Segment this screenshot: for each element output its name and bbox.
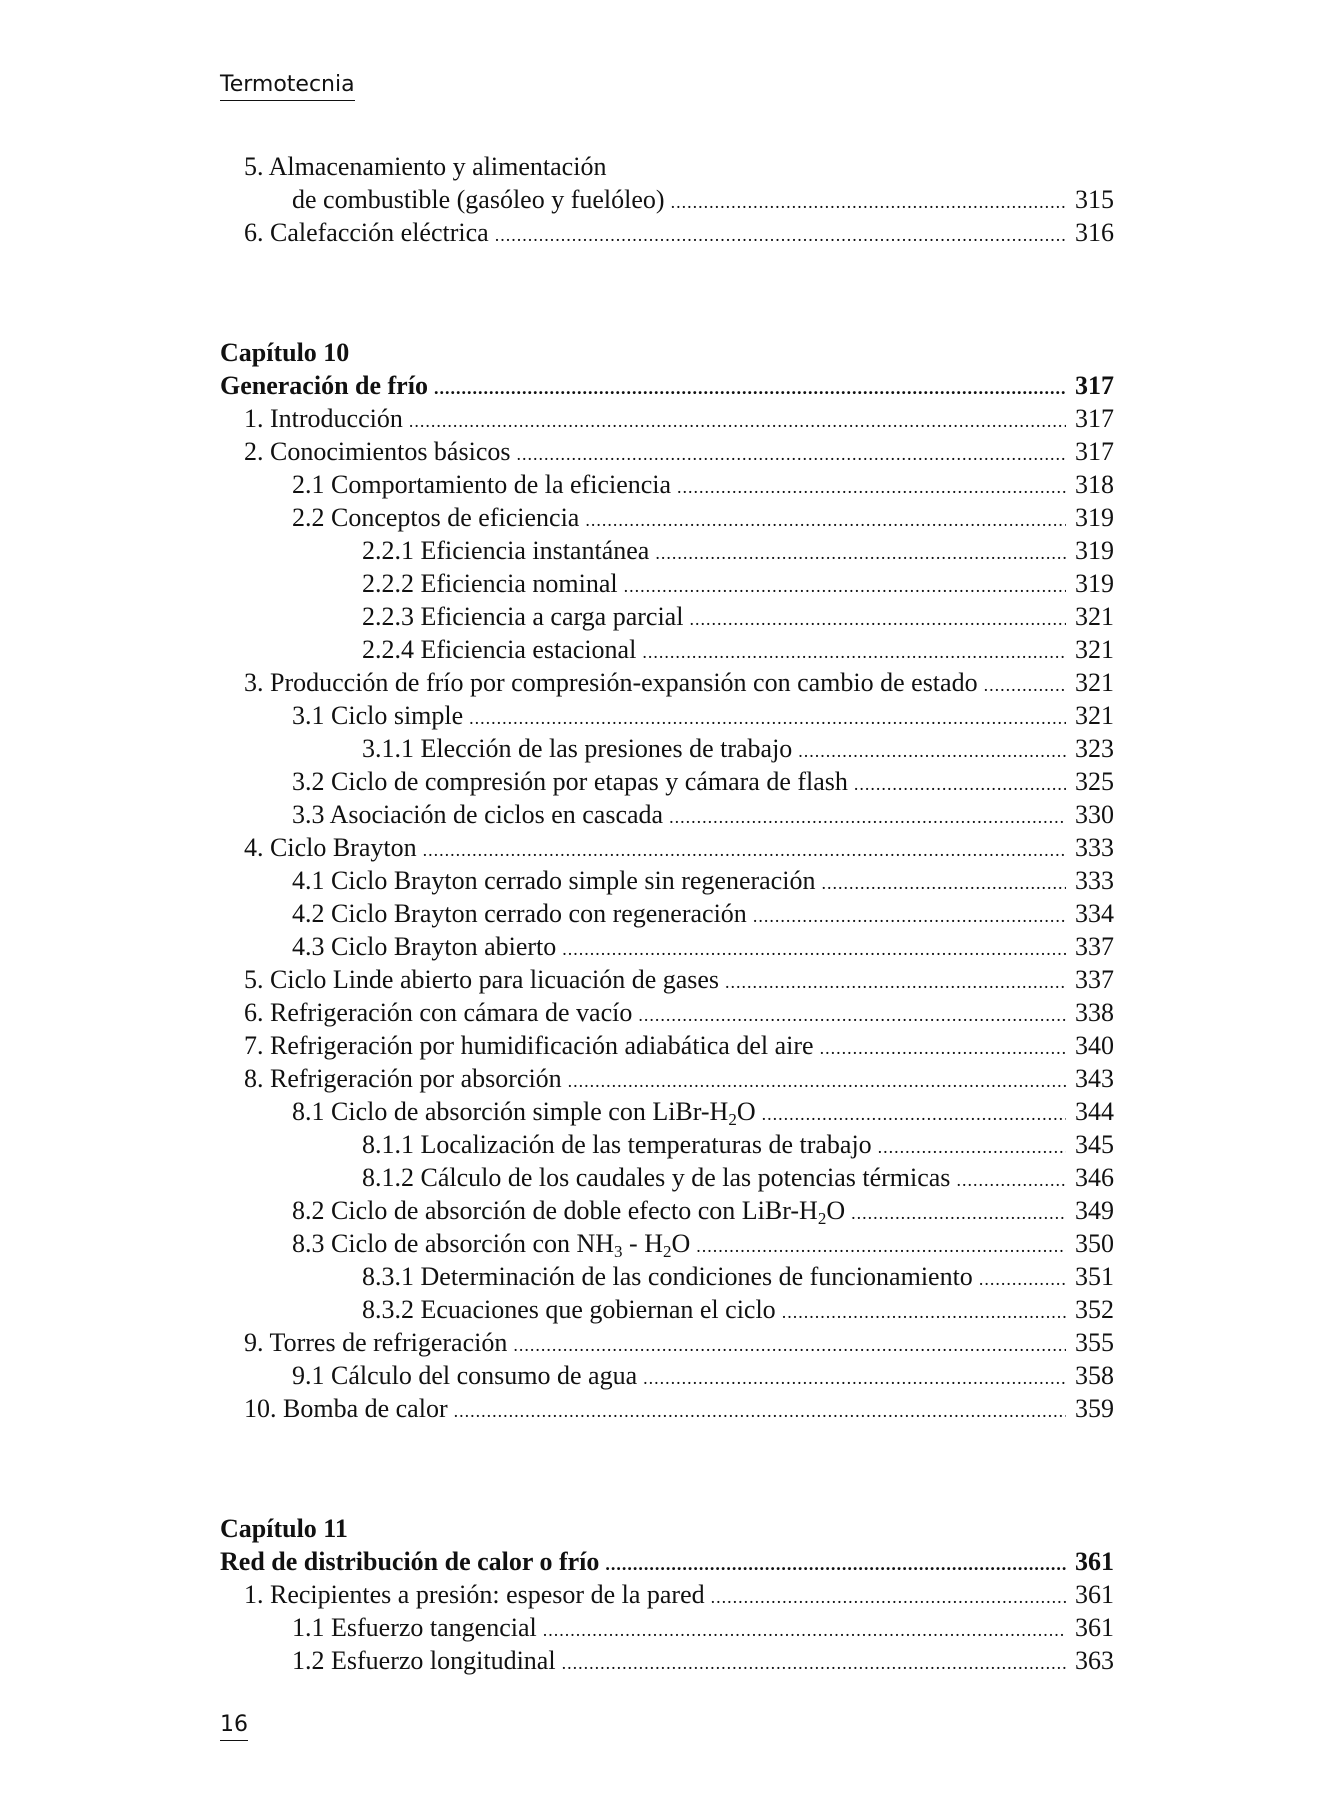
toc-entry-text: O [736,1097,756,1126]
toc-entry-title [292,1095,756,1128]
toc-entry-title [244,402,403,435]
chapter-10-label: Capítulo 10 [220,338,350,367]
chapter-11-entries [220,1578,1114,1677]
toc-entry-page: 343 [1075,1064,1114,1093]
leader-dots [454,1395,1066,1428]
leader-dots [798,735,1066,768]
toc-entry-page: 321 [1075,701,1114,730]
toc-entry-text: 9. Torres de refrigeración [244,1328,508,1357]
toc-entry-text: 2.2.4 Eficiencia estacional [362,635,637,664]
toc-entry-text: 1. Recipientes a presión: espesor de la pared [244,1580,705,1609]
toc-entry[interactable] [220,1644,1114,1677]
subscript: 2 [662,1242,672,1261]
leader-dots [562,1647,1066,1680]
subscript: 3 [614,1242,623,1261]
toc-entry-page: 346 [1075,1163,1114,1192]
leader-dots [854,768,1066,801]
toc-entry-text: 8.2 Ciclo de absorción de doble efecto con LiBr-H [292,1196,818,1225]
toc-entry-title [362,633,636,666]
toc-entry-text: 3.1 Ciclo simple [292,701,464,730]
leader-dots [762,1098,1066,1131]
chapter-11-section [220,1512,1114,1677]
toc-entry-page: 321 [1075,668,1114,697]
toc-entry-title [362,534,649,567]
toc-entry-text: 4.2 Ciclo Brayton cerrado con regeneración [292,899,747,928]
toc-entry-title [244,963,719,996]
toc-entry-page: 323 [1075,734,1114,763]
toc-entry-title [244,435,510,468]
toc-entry-text: 3.3 Asociación de ciclos en cascada [292,800,664,829]
toc-entry[interactable] [220,798,1114,831]
toc-entry-text: 4.1 Ciclo Brayton cerrado simple sin regeneración [292,866,816,895]
chapter-11-title-line[interactable] [220,1545,1114,1578]
leader-dots [689,603,1066,636]
toc-entry-title [244,1326,507,1359]
toc-entry[interactable] [220,600,1114,633]
toc-entry-text: 9.1 Cálculo del consumo de agua [292,1361,638,1390]
leader-dots [543,1614,1066,1647]
leader-dots [624,570,1066,603]
toc-entry-page: 333 [1075,866,1114,895]
toc-entry-title [292,765,848,798]
leader-dots [753,900,1066,933]
chapter-11-page: 361 [1075,1547,1114,1576]
toc-entry[interactable] [220,567,1114,600]
toc-entry-title [244,1029,814,1062]
leader-dots [655,537,1066,570]
toc-entry[interactable] [220,666,1114,699]
leader-dots [696,1230,1066,1263]
toc-entry[interactable] [220,1326,1114,1359]
leader-dots [423,834,1066,867]
toc-entry-title [292,1644,556,1677]
toc-entry-title [292,897,747,930]
toc-entry[interactable] [220,864,1114,897]
toc-entry-page: 317 [1075,437,1114,466]
toc-entry-text: 8.3.2 Ecuaciones que gobiernan el ciclo [362,1295,776,1324]
toc-entry[interactable] [220,1260,1114,1293]
toc-entry-title [244,996,632,1029]
toc-entry-title [292,1359,637,1392]
toc-entry-text: 2.2.2 Eficiencia nominal [362,569,618,598]
leader-dots [495,219,1066,252]
toc-entry[interactable] [220,1194,1114,1227]
toc-entry[interactable] [220,183,1114,216]
toc-entry[interactable] [220,1029,1114,1062]
toc-entry-page: 337 [1075,965,1114,994]
toc-entry-text: 5. Almacenamiento y alimentación [244,152,607,181]
toc-entry[interactable] [220,765,1114,798]
toc-entry-page: 330 [1075,800,1114,829]
toc-entry-title [244,150,606,183]
leader-dots [725,966,1066,999]
toc-entry[interactable] [220,831,1114,864]
leader-dots [585,504,1066,537]
toc-entry-page: 321 [1075,635,1114,664]
leader-dots [605,1548,1066,1581]
toc-entry-title [292,930,556,963]
toc-entry-page: 358 [1075,1361,1114,1390]
toc-entry-title [362,1293,776,1326]
toc-entry-page: 350 [1075,1229,1114,1258]
toc-entry-text: 2.2 Conceptos de eficiencia [292,503,580,532]
toc-entry-page: 345 [1075,1130,1114,1159]
toc-entry[interactable] [220,402,1114,435]
toc-entry-title [362,1260,973,1293]
toc-entry-text: 2.2.3 Eficiencia a carga parcial [362,602,684,631]
toc-entry[interactable] [220,1095,1114,1128]
toc-entry[interactable] [220,501,1114,534]
toc-entry[interactable] [220,216,1114,249]
leader-dots [469,702,1066,735]
toc-entry-text: 8.1 Ciclo de absorción simple con LiBr-H [292,1097,729,1126]
toc-entry-page: 352 [1075,1295,1114,1324]
running-header: Termotecnia [220,72,355,101]
leader-dots [516,438,1066,471]
toc-entry[interactable] [220,963,1114,996]
toc-entry-page: 355 [1075,1328,1114,1357]
leader-dots [979,1263,1066,1296]
toc-entry[interactable] [220,468,1114,501]
toc-entry-title [292,798,663,831]
toc-entry[interactable] [220,1293,1114,1326]
toc-entry-text: 7. Refrigeración por humidificación adiabática del aire [244,1031,814,1060]
toc-entry-page: 319 [1075,569,1114,598]
toc-entry[interactable] [220,435,1114,468]
toc-entry[interactable] [220,732,1114,765]
leader-dots [878,1131,1066,1164]
toc-entry-page: 361 [1075,1580,1114,1609]
toc-entry-text: O [671,1229,691,1258]
toc-entry[interactable] [220,633,1114,666]
leader-dots [434,372,1066,405]
leader-dots [821,867,1066,900]
leader-dots [643,1362,1066,1395]
toc-entry-text: - H [622,1229,663,1258]
toc-entry-page: 340 [1075,1031,1114,1060]
toc-entry-title [244,1392,448,1425]
toc-entry-title [244,1578,705,1611]
toc-entry[interactable] [220,1128,1114,1161]
toc-entry-text: 3.1.1 Elección de las presiones de trabajo [362,734,793,763]
toc-entry-page: 344 [1075,1097,1114,1126]
toc-entry[interactable] [220,930,1114,963]
chapter-11-label: Capítulo 11 [220,1514,348,1543]
leader-dots [782,1296,1066,1329]
toc-entry[interactable] [220,897,1114,930]
chapter-10-title-line[interactable] [220,369,1114,402]
leader-dots [984,669,1066,702]
leader-dots [671,186,1066,219]
leader-dots [409,405,1066,438]
toc-entry-title [362,1128,872,1161]
toc-entry[interactable] [220,1359,1114,1392]
toc-entry-title [292,1194,845,1227]
toc-entry-text: 2.1 Comportamiento de la eficiencia [292,470,672,499]
toc-entry[interactable] [220,1611,1114,1644]
toc-entry-page: 315 [1075,185,1114,214]
table-of-contents [220,150,1114,1677]
toc-entry-page: 316 [1075,218,1114,247]
leader-dots [956,1164,1066,1197]
toc-entry[interactable] [220,1392,1114,1425]
toc-entry-text: 2.2.1 Eficiencia instantánea [362,536,650,565]
leader-dots [820,1032,1066,1065]
toc-entry-text: 8.1.2 Cálculo de los caudales y de las potencias térmicas [362,1163,951,1192]
toc-entry-title [362,1161,950,1194]
chapter-10-page: 317 [1075,371,1114,400]
chapter-10-entries [220,402,1114,1425]
leader-dots [711,1581,1066,1614]
toc-entry-page: 321 [1075,602,1114,631]
chapter-11-title: Red de distribución de calor o frío [220,1547,600,1576]
toc-entry-text: 3.2 Ciclo de compresión por etapas y cámara de flash [292,767,848,796]
toc-entry[interactable] [220,996,1114,1029]
toc-entry-text: 4. Ciclo Brayton [244,833,417,862]
toc-entry-title [292,699,463,732]
toc-entry-title [292,1611,537,1644]
toc-entry[interactable] [220,534,1114,567]
toc-entry-title [292,1227,690,1260]
toc-entry-page: 319 [1075,503,1114,532]
toc-entry-text: 4.3 Ciclo Brayton abierto [292,932,557,961]
leader-dots [638,999,1066,1032]
toc-entry-text: 8.3 Ciclo de absorción con NH [292,1229,615,1258]
leader-dots [562,933,1066,966]
toc-entry[interactable] [220,1578,1114,1611]
toc-entry-page: 349 [1075,1196,1114,1225]
leader-dots [851,1197,1066,1230]
toc-entry-title [244,216,489,249]
toc-entry-page: 318 [1075,470,1114,499]
toc-entry-title [362,732,792,765]
toc-entry-page: 317 [1075,404,1114,433]
toc-entry-text: 8. Refrigeración por absorción [244,1064,562,1093]
toc-entry-page: 363 [1075,1646,1114,1675]
toc-entry-page: 325 [1075,767,1114,796]
toc-entry-title [292,864,815,897]
leader-dots [642,636,1066,669]
toc-entry-text: 1. Introducción [244,404,403,433]
toc-entry-page: 359 [1075,1394,1114,1423]
toc-entry-page: 337 [1075,932,1114,961]
toc-entry[interactable] [220,1161,1114,1194]
toc-entry-text: 2. Conocimientos básicos [244,437,511,466]
toc-entry-text: de combustible (gasóleo y fuelóleo) [292,185,665,214]
leader-dots [513,1329,1066,1362]
toc-entry-title [292,501,579,534]
toc-entry-text: 1.2 Esfuerzo longitudinal [292,1646,556,1675]
toc-entry-page: 333 [1075,833,1114,862]
subscript: 2 [817,1209,827,1228]
chapter-10-title: Generación de frío [220,371,428,400]
toc-entry-title [244,666,978,699]
toc-entry-text: 3. Producción de frío por compresión-expansión con cambio de estado [244,668,978,697]
toc-entry-page: 338 [1075,998,1114,1027]
toc-intro-section [220,150,1114,249]
toc-entry-page: 334 [1075,899,1114,928]
toc-entry-page: 361 [1075,1613,1114,1642]
leader-dots [669,801,1066,834]
toc-entry[interactable] [220,1227,1114,1260]
toc-entry-title [362,567,618,600]
toc-entry-title [292,183,665,216]
toc-entry-text: 8.3.1 Determinación de las condiciones de funcionamiento [362,1262,973,1291]
toc-entry-text: 6. Refrigeración con cámara de vacío [244,998,633,1027]
toc-entry-text: 1.1 Esfuerzo tangencial [292,1613,537,1642]
toc-entry-title [244,1062,562,1095]
toc-entry[interactable] [220,699,1114,732]
toc-entry-text: 10. Bomba de calor [244,1394,448,1423]
leader-dots [677,471,1066,504]
toc-entry[interactable] [220,1062,1114,1095]
subscript: 2 [728,1110,737,1129]
toc-entry-title [362,600,683,633]
toc-entry-text: 8.1.1 Localización de las temperaturas de trabajo [362,1130,872,1159]
toc-entry[interactable] [220,150,1114,183]
toc-entry-title [292,468,671,501]
page-number: 16 [220,1712,248,1741]
toc-entry-page: 319 [1075,536,1114,565]
toc-entry-title [244,831,417,864]
leader-dots [568,1065,1066,1098]
chapter-10-section [220,336,1114,1425]
toc-entry-text: O [826,1196,846,1225]
toc-entry-text: 6. Calefacción eléctrica [244,218,489,247]
toc-entry-text: 5. Ciclo Linde abierto para licuación de gases [244,965,720,994]
toc-entry-page: 351 [1075,1262,1114,1291]
